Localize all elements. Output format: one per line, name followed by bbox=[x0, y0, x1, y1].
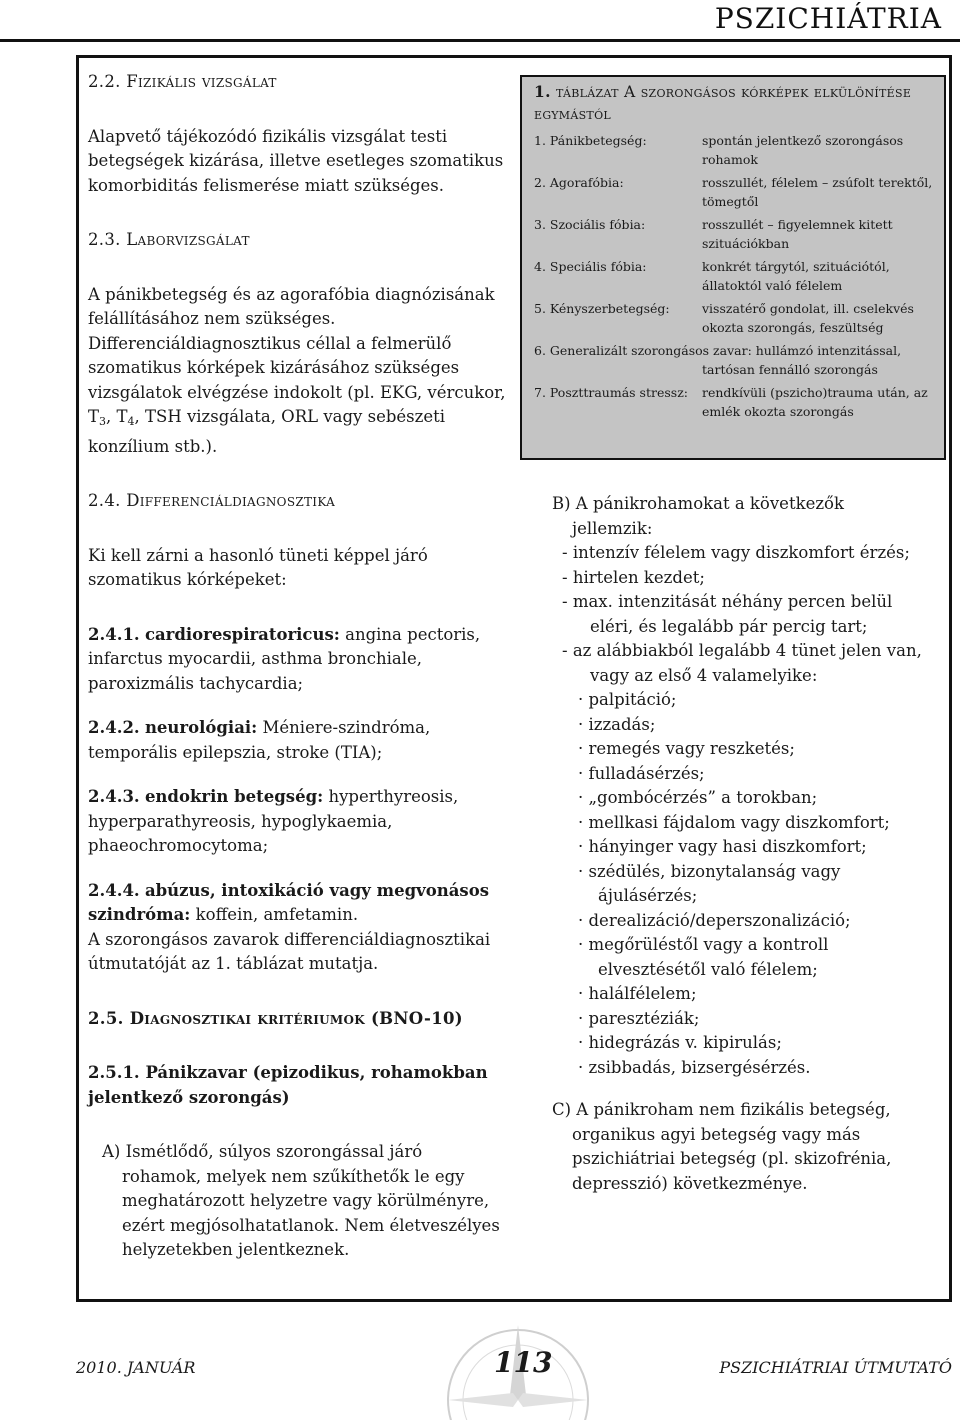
table-row: 5. Kényszerbetegség: visszatérő gondolat, ill. cselekvés okozta szorongás, feszültség bbox=[534, 301, 914, 335]
symptom-item: · remegés vagy reszketés; bbox=[578, 739, 795, 758]
table-row: 3. Szociális fóbia: rosszullét – figyelemnek kitett szituációkban bbox=[534, 217, 893, 251]
header-title: PSZICHIÁTRIA bbox=[714, 2, 942, 35]
section-2-4-outro: A szorongásos zavarok differenciáldiagnosztikai útmutatóját az 1. táblázat mutatja. bbox=[88, 929, 491, 973]
symptom-item: · paresztéziák; bbox=[578, 1008, 700, 1028]
left-column bbox=[88, 70, 508, 1263]
diff-item-2: 2.4.2. neurológiai: Méniere-szindróma, temporális epilepszia, stroke (TIA); bbox=[88, 718, 431, 762]
dash-item: - max. intenzitását néhány percen belül eléri, és legalább pár percig tart; bbox=[562, 592, 893, 636]
symptom-item: · zsibbadás, bizsergésérzés. bbox=[578, 1057, 811, 1077]
criterion-b: B) A pánikrohamokat a következők jellemzik: bbox=[552, 494, 844, 538]
symptom-item: · hidegrázás v. kipirulás; bbox=[578, 1033, 782, 1052]
footer-title: PSZICHIÁTRIAI ÚTMUTATÓ bbox=[719, 1358, 952, 1377]
symptom-item: · mellkasi fájdalom vagy diszkomfort; bbox=[578, 812, 890, 832]
symptom-item: · hányinger vagy hasi diszkomfort; bbox=[578, 837, 867, 856]
section-2-3-body: A pánikbetegség és az agorafóbia diagnózisának felállításához nem szükséges. Differenciáldiagnosztikus céllal a felmerülő szomatikus kórképek kizárásához szükséges vizsgálatok elvégzése indokolt (pl. EKG, vércukor, $T_3$, $T_4$, TSH vizsgálata, ORL vagy sebészeti konzílium stb.). bbox=[88, 284, 506, 456]
criterion-a: A) Ismétlődő, súlyos szorongással járó rohamok, melyek nem szűkíthetők le egy meghatározott helyzetre vagy körülményre, ezért megjósolhatatlanok. Nem életveszélyes helyzetekben jelentkeznek. bbox=[102, 1142, 500, 1259]
symptom-item: · fulladásérzés; bbox=[578, 763, 705, 783]
symptom-item: · szédülés, bizonytalanság vagy ájulásérzés; bbox=[578, 861, 841, 905]
diff-item-1: 2.4.1. cardiorespiratoricus: angina pectoris, infarctus myocardii, asthma bronchiale, paroxizmális tachycardia; bbox=[88, 624, 481, 693]
section-2-4-heading: 2.4. Differenciáldiagnosztika bbox=[88, 491, 336, 510]
table-row: 2. Agorafóbia: rosszullét, félelem – zsúfolt terektől, tömegtől bbox=[534, 175, 933, 209]
right-column bbox=[552, 492, 947, 1196]
symptom-item: · derealizáció/deperszonalizáció; bbox=[578, 910, 851, 930]
diff-item-4: 2.4.4. abúzus, intoxikáció vagy megvonásos szindróma: koffein, amfetamin. bbox=[88, 880, 489, 924]
section-2-5-1-heading: 2.5.1. Pánikzavar (epizodikus, rohamokban jelentkező szorongás) bbox=[88, 1063, 488, 1107]
symptom-item: · „gombócérzés” a torokban; bbox=[578, 788, 818, 807]
page-number: 113 bbox=[494, 1346, 553, 1379]
symptom-item: · palpitáció; bbox=[578, 690, 677, 709]
symptom-item: · izzadás; bbox=[578, 714, 656, 734]
dash-item: - az alábbiakból legalább 4 tünet jelen van, vagy az első 4 valamelyike: bbox=[562, 641, 922, 685]
table-row: 1. Pánikbetegség: spontán jelentkező szorongásos rohamok bbox=[534, 133, 904, 167]
differential-table bbox=[520, 75, 946, 460]
diff-item-3: 2.4.3. endokrin betegség: hyperthyreosis, hyperparathyreosis, hypoglykaemia, phaeochromocytoma; bbox=[88, 787, 459, 855]
symptom-item: · megőrüléstől vagy a kontroll elvesztésétől való félelem; bbox=[578, 935, 829, 979]
section-2-3-heading: 2.3. Laborvizsgálat bbox=[88, 230, 250, 249]
header-rule bbox=[0, 39, 960, 42]
dash-item: - hirtelen kezdet; bbox=[562, 567, 705, 587]
section-2-5-heading: 2.5. Diagnosztikai kritériumok (BNO-10) bbox=[88, 1008, 463, 1028]
dash-item: - intenzív félelem vagy diszkomfort érzés; bbox=[562, 543, 910, 562]
table-row: 6. Generalizált szorongásos zavar: hullámzó intenzitással, tartósan fennálló szorongás bbox=[534, 343, 902, 377]
section-2-2-heading: 2.2. Fizikális vizsgálat bbox=[88, 72, 277, 91]
table-row: 4. Speciális fóbia: konkrét tárgytól, szituációtól, állatoktól való félelem bbox=[534, 259, 890, 293]
symptom-item: · halálfélelem; bbox=[578, 984, 697, 1003]
table-row: 7. Poszttraumás stressz: rendkívüli (pszicho)trauma után, az emlék okozta szorongás bbox=[534, 385, 928, 419]
section-2-2-body: Alapvető tájékozódó fizikális vizsgálat testi betegségek kizárása, illetve esetleges szomatikus komorbiditás felismerése miatt szükséges. bbox=[88, 126, 504, 195]
section-2-4-intro: Ki kell zárni a hasonló tüneti képpel járó szomatikus kórképeket: bbox=[88, 545, 428, 589]
page-header bbox=[0, 0, 960, 42]
table-title: 1. táblázat A szorongásos kórképek elkülönítése egymástól bbox=[534, 82, 912, 123]
criterion-c: C) A pánikroham nem fizikális betegség, organikus agyi betegség vagy más pszichiátriai betegség (pl. skizofrénia, depresszió) következménye. bbox=[552, 1100, 892, 1193]
footer-date: 2010. JANUÁR bbox=[76, 1358, 196, 1377]
